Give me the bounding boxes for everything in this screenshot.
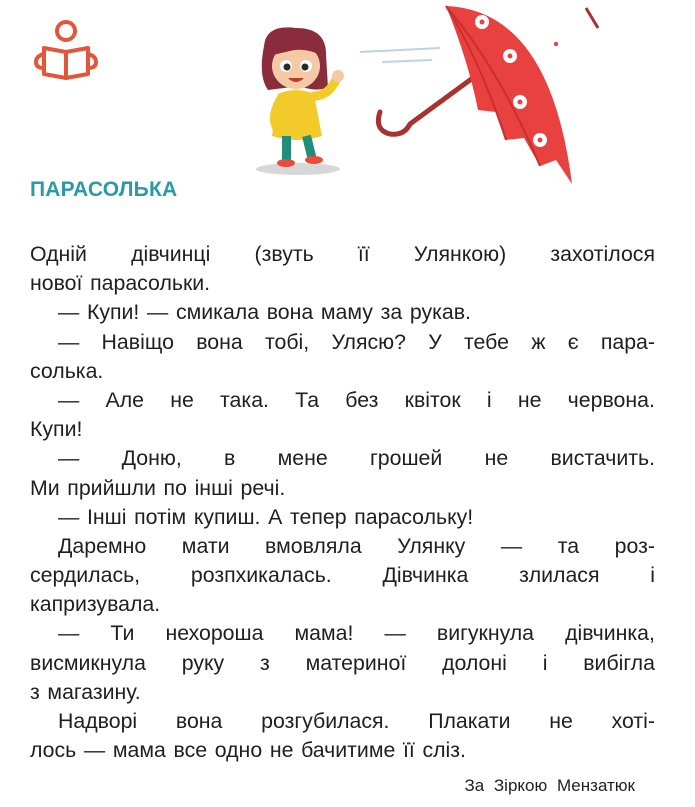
story-word: червона.	[567, 387, 655, 412]
story-word: солька.	[30, 358, 104, 383]
story-word: —	[58, 329, 80, 354]
story-word: маму	[320, 300, 373, 325]
story-line	[30, 474, 655, 503]
story-word: мама!	[294, 621, 354, 646]
story-word: ж	[531, 329, 546, 354]
story-word: нової	[30, 271, 83, 296]
story-title: ПАРАСОЛЬКА	[30, 178, 178, 201]
story-word: вона	[175, 709, 223, 733]
story-word: —	[500, 533, 523, 558]
story-line	[30, 561, 655, 590]
story-word: вона	[196, 329, 243, 354]
story-word: по	[163, 475, 187, 500]
story-word: капризувала.	[30, 592, 161, 617]
story-line	[30, 357, 655, 386]
story-word: роз-	[614, 533, 655, 558]
umbrella-illustration	[360, 0, 600, 185]
story-word: У	[428, 329, 442, 354]
story-word: Дівчинка	[382, 563, 469, 588]
story-line	[30, 590, 655, 619]
story-word: мати	[181, 533, 230, 558]
story-word: вибігла	[583, 650, 655, 675]
story-word: рукав.	[409, 300, 471, 325]
story-word: Даремно	[58, 533, 147, 558]
story-line	[30, 415, 655, 444]
story-word: і	[650, 563, 655, 588]
story-line	[30, 328, 655, 357]
story-word: Доню,	[121, 446, 182, 471]
story-word: вигукнула	[436, 621, 535, 646]
story-word: руку	[181, 650, 225, 675]
story-word: без	[345, 387, 379, 412]
story-word: (звуть	[254, 242, 314, 266]
story-word: Та	[295, 387, 320, 412]
story-word: дівчинці	[131, 242, 211, 266]
story-word: потім	[134, 504, 187, 529]
story-word: парасольку!	[354, 504, 474, 529]
story-word: вмовляла	[265, 533, 362, 558]
story-word: така.	[220, 387, 269, 412]
story-text	[30, 240, 655, 765]
story-word: захотілося	[550, 242, 655, 266]
story-word: Улянку	[397, 533, 466, 558]
story-word: та	[557, 533, 580, 558]
story-word: її	[357, 242, 370, 266]
story-word: Ти	[110, 621, 135, 646]
story-word: нехороша	[165, 621, 264, 646]
story-word: тебе	[464, 329, 509, 354]
story-word: злилася	[519, 563, 600, 588]
story-word: Одній	[30, 242, 87, 266]
story-word: не	[549, 709, 573, 733]
story-word: Купи!	[86, 300, 140, 325]
story-word: все	[173, 738, 208, 763]
story-word: сліз.	[422, 738, 466, 763]
story-word: квіток	[404, 387, 461, 412]
reading-person-icon	[30, 18, 102, 84]
story-word: і	[542, 650, 548, 675]
story-word: Інші	[86, 504, 127, 529]
story-word: —	[384, 621, 406, 646]
story-word: —	[58, 446, 80, 471]
story-word: не	[484, 446, 509, 471]
story-word: Улясю?	[331, 329, 406, 354]
story-word: вистачить.	[550, 446, 655, 471]
story-word: бачитиме	[301, 738, 396, 763]
story-line	[30, 678, 655, 707]
story-line	[30, 503, 655, 532]
story-word: Надворі	[58, 709, 138, 733]
story-word: розгубилася.	[261, 709, 390, 733]
story-word: за	[380, 300, 403, 325]
girl-illustration	[252, 26, 362, 176]
story-word: розпхикалась.	[190, 563, 332, 588]
author-credit: За Зіркою Мензатюк	[464, 776, 635, 795]
story-word: дівчинка,	[565, 621, 655, 646]
story-line	[30, 240, 655, 269]
story-word: купиш.	[193, 504, 261, 529]
story-word: пара-	[600, 329, 655, 354]
story-word: мене	[277, 446, 328, 471]
story-line	[30, 386, 655, 415]
story-word: не	[170, 387, 194, 412]
story-word: грошей	[370, 446, 443, 471]
story-word: —	[58, 387, 80, 412]
story-word: Плакати	[428, 709, 511, 733]
story-word: інші	[194, 475, 233, 500]
story-word: —	[147, 300, 169, 325]
story-word: смикала	[175, 300, 260, 325]
story-word: тобі,	[264, 329, 310, 354]
story-word: долоні	[442, 650, 507, 675]
story-line	[30, 444, 655, 473]
story-word: Ми	[30, 475, 60, 500]
story-word: Улянкою)	[413, 242, 507, 266]
story-word: —	[58, 300, 80, 325]
story-word: материної	[305, 650, 407, 675]
story-word: Але	[105, 387, 144, 412]
story-word: в	[224, 446, 236, 471]
story-word: А	[268, 504, 283, 529]
story-word: висмикнула	[30, 650, 146, 675]
story-word: магазину.	[47, 679, 141, 704]
story-word: не	[517, 387, 542, 412]
story-word: її	[402, 738, 415, 763]
story-word: тепер	[289, 504, 347, 529]
story-word: з	[30, 679, 40, 704]
story-word: одно	[214, 738, 263, 763]
story-word: Навіщо	[101, 329, 174, 354]
story-line	[30, 707, 655, 736]
story-word: є	[567, 329, 579, 354]
story-word: —	[83, 738, 106, 763]
story-word: —	[58, 621, 80, 646]
story-line	[30, 649, 655, 678]
story-word: мама	[112, 738, 166, 763]
story-line	[30, 298, 655, 327]
story-word: речі.	[240, 475, 286, 500]
story-word: хоті-	[611, 709, 655, 733]
story-word: —	[58, 504, 80, 529]
story-word: з	[260, 650, 270, 675]
story-line	[30, 736, 655, 765]
story-word: прийшли	[67, 475, 156, 500]
story-word: парасольки.	[90, 271, 211, 296]
story-line	[30, 269, 655, 298]
story-line	[30, 532, 655, 561]
story-line	[30, 619, 655, 648]
story-word: і	[486, 387, 492, 412]
story-word: Купи!	[30, 417, 83, 442]
story-word: лось	[30, 738, 77, 763]
story-word: сердилась,	[30, 563, 141, 588]
story-word: вона	[266, 300, 314, 325]
story-word: не	[269, 738, 294, 763]
